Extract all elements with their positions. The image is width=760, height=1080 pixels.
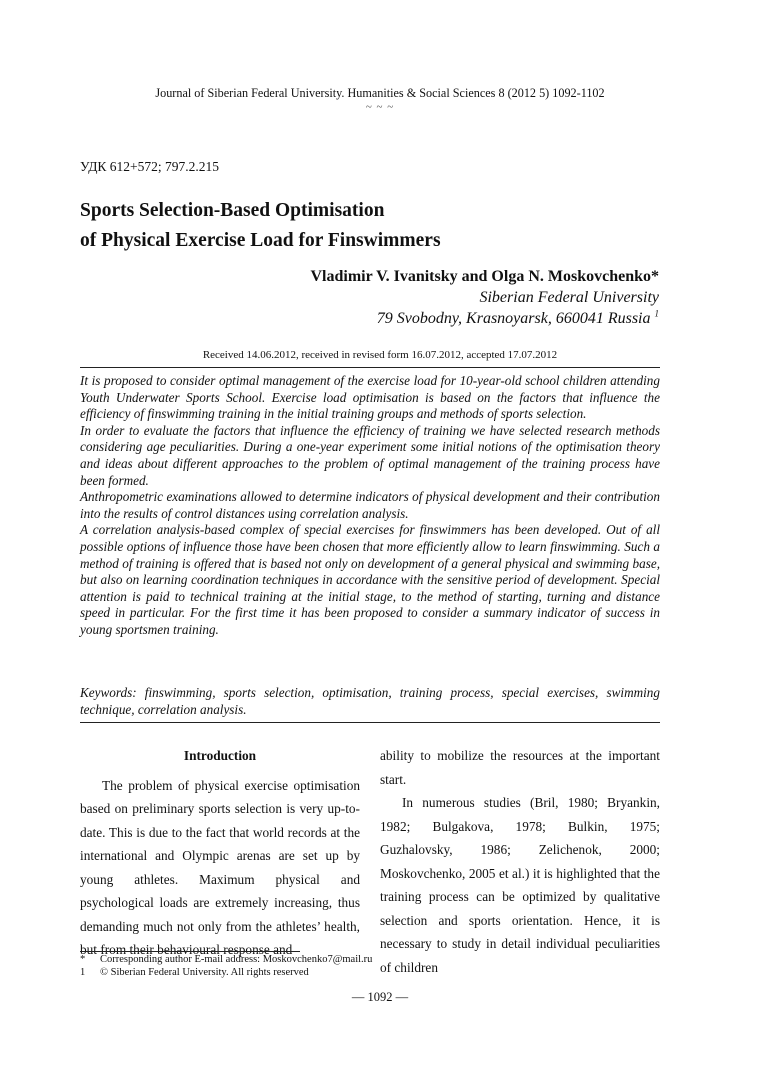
author-address: 79 Svobodny, Krasnoyarsk, 660041 Russia [376,310,651,327]
abstract-paragraph: A correlation analysis-based complex of special exercises for finswimmers has been developed. Out of all possible options of influence those have been chosen that more efficiently allow to learn finswimming. Such a method of training is offered that is based not only on development of a general physical and swimming base, but also on learning coordination techniques in accordance with the sensitive period of development. Special attention is paid to technical training at the initial stage, to the method of starting, turning and distance speed in particular. For the first time it has been proposed to consider a summary indicator of success in young sportsmen training. [80,522,660,637]
page-number: — 1092 — [351,990,409,1004]
footnote-text: Corresponding author E-mail address: Moskovchenko7@mail.ru [100,954,373,965]
author-names: Vladimir V. Ivanitsky and Olga N. Moskovchenko* [310,268,659,285]
footnote [80,953,372,966]
footnotes [80,953,372,979]
body-paragraph-continuation: ability to mobilize the resources at the important start. [380,748,660,787]
journal-header: Journal of Siberian Federal University. Humanities & Social Sciences 8 (2012 5) 1092-1102 [155,86,605,100]
body-left-column [80,744,360,962]
title-line-1: Sports Selection-Based Optimisation [80,200,385,221]
keywords: Keywords: finswimming, sports selection, optimisation, training process, special exercises, swimming technique, correlation analysis. [80,685,660,717]
abstract-bottom-rule [80,722,660,723]
abstract-paragraph: It is proposed to consider optimal management of the exercise load for 10-year-old school children attending Youth Underwater Sports School. Exercise load optimisation is based on the factors that influence the efficiency of finswimming training in the initial training groups and methods of sports selection. [80,373,660,422]
abstract-top-rule [80,367,660,368]
footnote-rule [80,951,300,952]
address-footnote-marker: 1 [654,308,659,319]
author-block [310,266,659,329]
footnote-mark: 1 [80,967,86,978]
section-heading-introduction: Introduction [183,748,257,763]
udk-code: УДК 612+572; 797.2.215 [80,159,220,174]
footnote-text: © Siberian Federal University. All rights reserved [100,967,309,978]
title-line-2: of Physical Exercise Load for Finswimmers [80,230,441,251]
abstract-paragraph: In order to evaluate the factors that influence the efficiency of training we have selected research methods considering age peculiarities. During a one-year experiment some initial notions of the optimisation theory and ideas about different approaches to the problem of optimal management of the training process have been formed. [80,422,660,488]
body-paragraph: In numerous studies (Bril, 1980; Bryankin, 1982; Bulgakova, 1978; Bulkin, 1975; Guzhalovsky, 1986; Zelichenok, 2000; Moskovchenko, 2005 et al.) it is highlighted that the training process can be optimized by qualitative selection and sports orientation. Hence, it is necessary to study in detail individual peculiarities of children [380,795,660,975]
author-address-line [310,308,659,329]
body-right-column [380,744,660,979]
body-paragraph: The problem of physical exercise optimisation based on preliminary sports selection is very up-to-date. This is due to the fact that world records at the international and Olympic arenas are set up by young athletes. Maximum physical and psychological loads are extremely increasing, thus demanding much not only from the athletes’ health, but from their behavioural response and [80,777,360,957]
paper-title [80,196,441,256]
received-dates: Received 14.06.2012, received in revised form 16.07.2012, accepted 17.07.2012 [202,349,558,361]
footnote [80,966,372,979]
footnote-mark: * [80,954,86,965]
abstract [80,373,660,639]
header-ornament: ~ ~ ~ [365,101,395,113]
author-university: Siberian Federal University [479,289,659,306]
abstract-paragraph: Anthropometric examinations allowed to determine indicators of physical development and their contribution into the results of control distances using correlation analysis. [80,489,660,521]
